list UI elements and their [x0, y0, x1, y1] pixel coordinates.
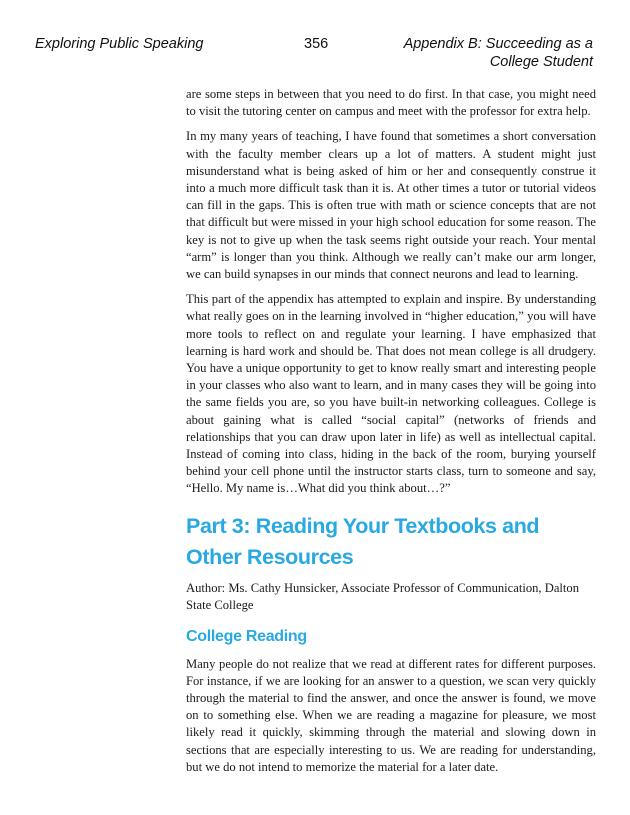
page-body — [186, 86, 596, 776]
subsection-heading: College Reading — [186, 627, 307, 645]
author-line: Author: Ms. Cathy Hunsicker, Associate Professor of Communication, Dalton State College — [186, 580, 580, 612]
section-heading: Part 3: Reading Your Textbooks and Other Resources — [186, 513, 540, 569]
running-header-chapter: Appendix B: Succeeding as a College Student — [403, 36, 593, 70]
page-number: 356 — [304, 36, 329, 52]
paragraph: In my many years of teaching, I have found that sometimes a short conversation with the faculty member clears up a lot of matters. A student might just misunderstand what is being asked of him or her and consequently construe it into a much more difficult task than it is. At other times a tutor or tutorial videos can fill in the gaps. This is often true with math or science concepts that are not that difficult but were missed in your high school education for some reason. The key is not to give up when the task seems right outside your reach. Your mental “arm” is longer than you think. Although we really can’t make our arm longer, we can build synapses in our minds that connect neurons and lead to learning. — [186, 129, 596, 282]
paragraph: Many people do not realize that we read at different rates for different purposes. For instance, if we are looking for an answer to a question, we scan very quickly through the material to find the answer, and once the answer is found, we move on to something else. When we are reading a magazine for pleasure, we most likely read it quickly, skimming through the material and slowing down in sections that are especially interesting to us. We are reading for understanding, but we do not intend to memorize the material for a later date. — [186, 656, 596, 774]
paragraph: This part of the appendix has attempted to explain and inspire. By understanding what really goes on in the learning involved in “higher education,” you will have more tools to reflect on and regulate your learning. I have emphasized that learning is hard work and should be. That does not mean college is all drudgery. You have a unique opportunity to get to know really smart and interesting people in your classes who also want to learn, and in many cases they will be going into the same fields you are, so you have built-in networking colleagues. College is about gaining what is called “social capital” (networks of friends and relationships that you can draw upon later in life) as well as intellectual capital. Instead of coming into class, hiding in the back of the room, burying yourself behind your cell phone until the instructor starts class, turn to someone and say, “Hello. My name is…What did you think about…?” — [186, 292, 596, 496]
paragraph: are some steps in between that you need to do first. In that case, you might need to visit the tutoring center on campus and meet with the professor for extra help. — [186, 87, 596, 119]
running-header-title: Exploring Public Speaking — [35, 36, 204, 52]
